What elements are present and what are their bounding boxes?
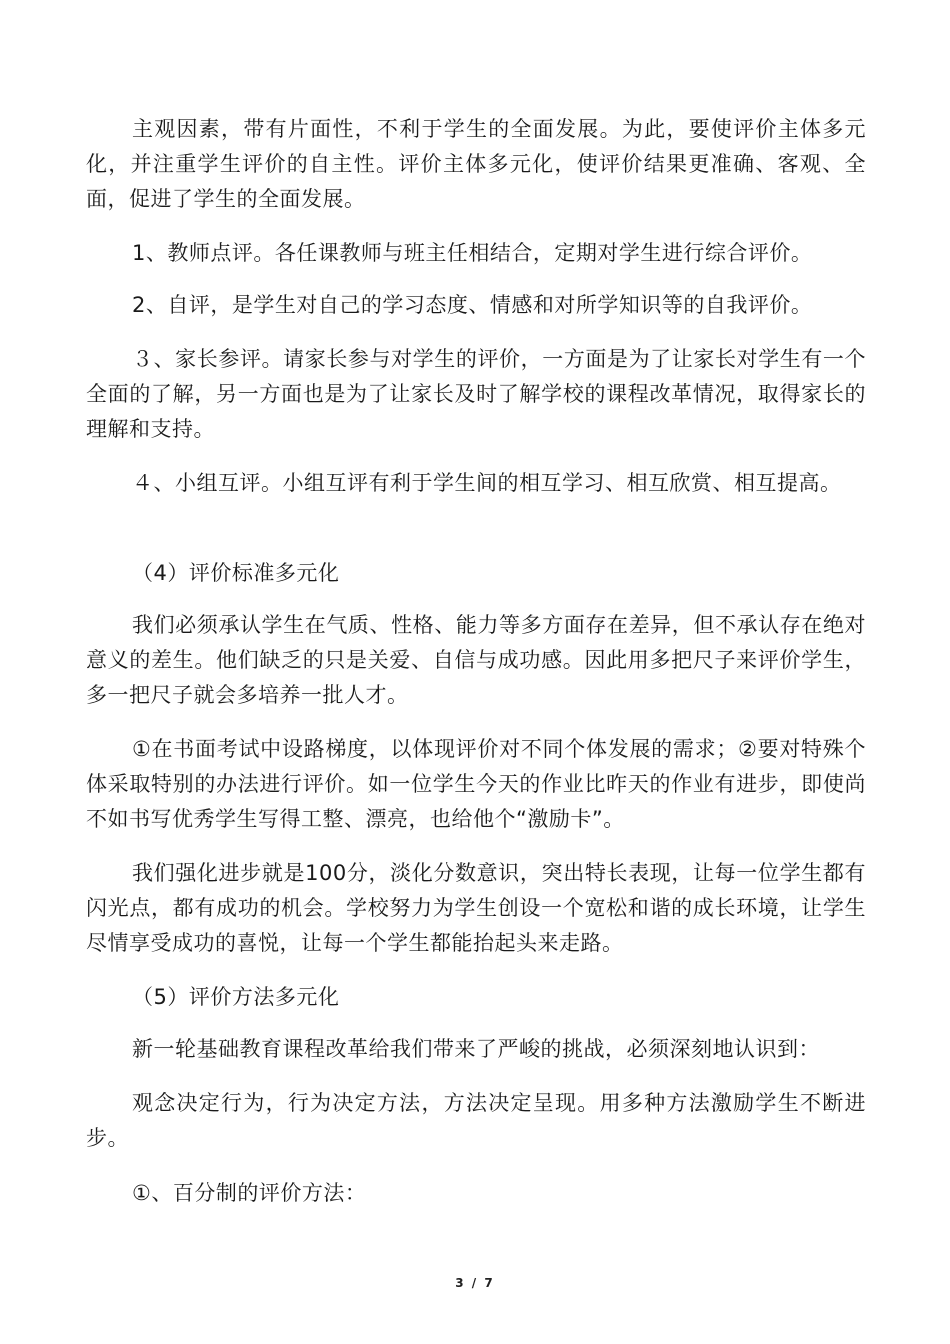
- paragraph-item-4: ４、小组互评。小组互评有利于学生间的相互学习、相互欣赏、相互提高。: [132, 471, 842, 495]
- paragraph-intro: 主观因素，带有片面性，不利于学生的全面发展。为此，要使评价主体多元化，并注重学生评价的自主性。评价主体多元化，使评价结果更准确、客观、全面，促进了学生的全面发展。: [86, 117, 866, 211]
- paragraph-gradient: ①在书面考试中设路梯度，以体现评价对不同个体发展的需求；②要对特殊个体采取特别的办法进行评价。如一位学生今天的作业比昨天的作业有进步，即使尚不如书写优秀学生写得工整、漂亮，也给他个“激励卡”。: [86, 737, 866, 831]
- paragraph-concept: 观念决定行为，行为决定方法，方法决定呈现。用多种方法激励学生不断进步。: [86, 1091, 866, 1150]
- page-number: 3 / 7: [455, 1276, 495, 1290]
- paragraph-challenge: 新一轮基础教育课程改革给我们带来了严峻的挑战，必须深刻地认识到：: [132, 1037, 820, 1061]
- section-heading-5: （5）评价方法多元化: [132, 985, 340, 1009]
- paragraph-standards: 我们必须承认学生在气质、性格、能力等多方面存在差异，但不承认存在绝对意义的差生。他们缺乏的只是关爱、自信与成功感。因此用多把尺子来评价学生，多一把尺子就会多培养一批人才。: [86, 613, 866, 707]
- paragraph-item-1: 1、教师点评。各任课教师与班主任相结合，定期对学生进行综合评价。: [132, 241, 813, 265]
- section-heading-4: （4）评价标准多元化: [132, 561, 340, 585]
- paragraph-item-3: ３、家长参评。请家长参与对学生的评价，一方面是为了让家长对学生有一个全面的了解，另一方面也是为了让家长及时了解学校的课程改革情况，取得家长的理解和支持。: [86, 347, 866, 441]
- paragraph-percentage-method: ①、百分制的评价方法：: [132, 1181, 367, 1205]
- paragraph-item-2: 2、自评，是学生对自己的学习态度、情感和对所学知识等的自我评价。: [132, 293, 813, 317]
- paragraph-progress: 我们强化进步就是100分，淡化分数意识，突出特长表现，让每一位学生都有闪光点，都有成功的机会。学校努力为学生创设一个宽松和谐的成长环境，让学生尽情享受成功的喜悦，让每一个学生都能抬起头来走路。: [86, 861, 866, 955]
